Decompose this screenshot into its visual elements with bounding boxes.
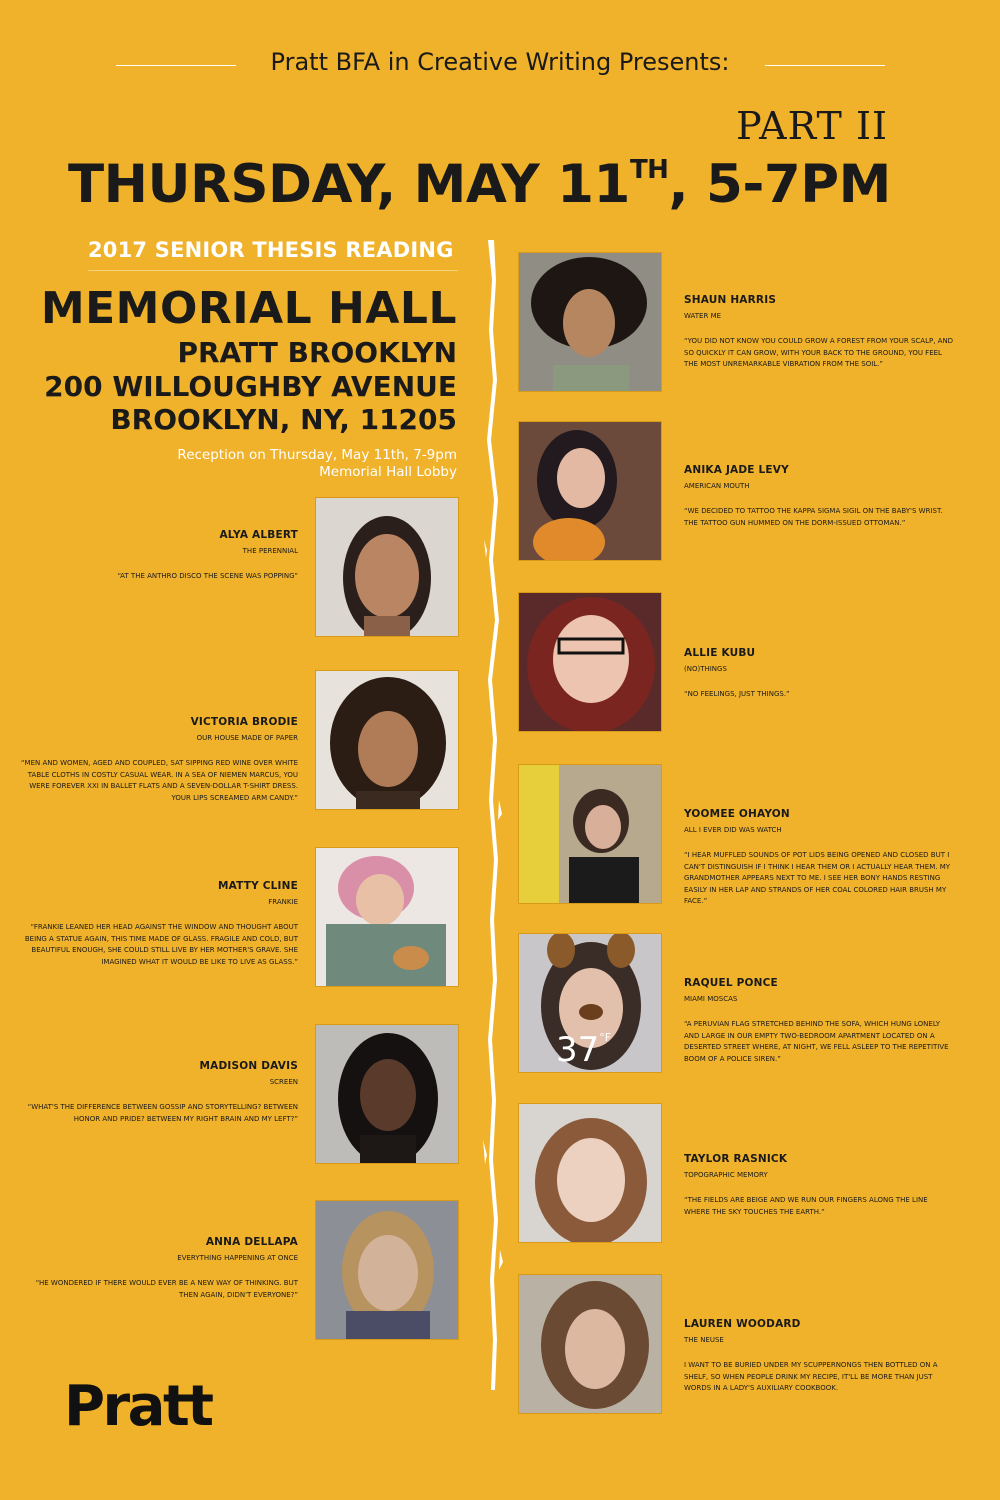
reader-entry-victoria-brodie (18, 716, 298, 804)
portrait-victoria-brodie (315, 670, 459, 810)
reader-name: ALYA ALBERT (219, 529, 298, 541)
reader-title: FRANKIE (268, 898, 298, 906)
reader-name: SHAUN HARRIS (684, 294, 777, 306)
reader-quote: “I HEAR MUFFLED SOUNDS OF POT LIDS BEING OPENED AND CLOSED BUT I CAN'T DISTINGUISH IF I THINK I HEAR THEM OR I ACTUALLY HEAR THEM. MY GRANDMOTHER APPEARS NEXT TO ME. I SEE HER BONY HANDS RESTING EASILY IN HER LAP AND STRANDS OF HER COAL COLORED HAIR BRUSH MY FACE.” (684, 851, 951, 905)
reader-entry-yoomee-ohayon (684, 808, 954, 908)
reader-name: MATTY CLINE (217, 880, 298, 892)
reader-title: OUR HOUSE MADE OF PAPER (196, 734, 298, 742)
reader-quote: “FRANKIE LEANED HER HEAD AGAINST THE WINDOW AND THOUGHT ABOUT BEING A STATUE AGAIN, THIS TIME MADE OF GLASS. FRAGILE AND COLD, BUT BEAUTIFUL ENOUGH, SHE COULD STILL LIVE BY HER MOTHER'S GRAVE. SHE IMAGINED WHAT IT WOULD BE LIKE TO LIVE AS GLASS.” (24, 923, 298, 966)
venue-line-3: BROOKLYN, NY, 11205 (110, 403, 457, 436)
date-time: , 5-7PM (668, 154, 891, 215)
venue-name: MEMORIAL HALL (40, 283, 457, 334)
reader-entry-lauren-woodard (684, 1318, 954, 1395)
portrait-yoomee-ohayon (518, 764, 662, 904)
portrait-matty-cline (315, 847, 459, 987)
reader-title: AMERICAN MOUTH (684, 482, 750, 490)
reader-title: EVERYTHING HAPPENING AT ONCE (177, 1254, 298, 1262)
presents-heading: Pratt BFA in Creative Writing Presents: (270, 48, 730, 76)
reader-name: LAUREN WOODARD (684, 1318, 801, 1330)
venue-line-1: PRATT BROOKLYN (177, 336, 457, 369)
temperature-value: 37 (556, 1030, 600, 1070)
reader-name: TAYLOR RASNICK (684, 1153, 788, 1165)
reader-quote: “WHAT'S THE DIFFERENCE BETWEEN GOSSIP AND STORYTELLING? BETWEEN HONOR AND PRIDE? BETWEEN MY RIGHT BRAIN AND MY LEFT?” (27, 1103, 298, 1123)
reader-quote: “A PERUVIAN FLAG STRETCHED BEHIND THE SOFA, WHICH HUNG LONELY AND LARGE IN OUR EMPTY TWO-BEDROOM APARTMENT LOCATED ON A DESERTED STREET WHERE, AT NIGHT, WE FELL ASLEEP TO THE REPETITIVE BOOM OF A POLICE SIREN.” (684, 1020, 949, 1063)
pratt-logo: Pratt (64, 1374, 212, 1439)
reader-name: RAQUEL PONCE (684, 977, 778, 989)
reader-title: THE NEUSE (684, 1336, 724, 1344)
portrait-madison-davis (315, 1024, 459, 1164)
reader-name: ALLIE KUBU (684, 647, 756, 659)
reader-entry-raquel-ponce (684, 977, 954, 1065)
reader-quote: “THE FIELDS ARE BEIGE AND WE RUN OUR FINGERS ALONG THE LINE WHERE THE SKY TOUCHES THE EARTH.” (684, 1196, 928, 1216)
temperature-unit: °F (599, 1031, 612, 1044)
portrait-shaun-harris (518, 252, 662, 392)
reader-title: (NO)THINGS (684, 665, 727, 673)
reader-entry-anika-jade-levy (684, 464, 954, 529)
reader-entry-matty-cline (18, 880, 298, 968)
reader-title: MIAMI MOSCAS (684, 995, 738, 1003)
reader-title: WATER ME (684, 312, 722, 320)
reader-quote: “YOU DID NOT KNOW YOU COULD GROW A FOREST FROM YOUR SCALP, AND SO QUICKLY IT CAN GROW, WITH YOUR BACK TO THE GROUND, YOU FEEL THE MOST UNREMARKABLE VIBRATION FROM THE SOIL.” (684, 337, 954, 368)
reader-quote: “AT THE ANTHRO DISCO THE SCENE WAS POPPING” (117, 572, 298, 580)
portrait-taylor-rasnick (518, 1103, 662, 1243)
thesis-title: 2017 SENIOR THESIS READING (88, 238, 454, 262)
reader-entry-madison-davis (18, 1060, 298, 1125)
reader-quote: I WANT TO BE BURIED UNDER MY SCUPPERNONGS THEN BOTTLED ON A SHELF, SO WHEN PEOPLE DRINK MY RECIPE, IT'LL BE MORE THAN JUST WORDS IN A LADY'S AUXILIARY COOKBOOK. (684, 1361, 938, 1392)
portrait-anna-dellapa (315, 1200, 459, 1340)
portrait-allie-kubu (518, 592, 662, 732)
reader-quote: “WE DECIDED TO TATTOO THE KAPPA SIGMA SIGIL ON THE BABY'S WRIST. THE TATTOO GUN HUMMED ON THE DORM-ISSUED OTTOMAN.” (684, 507, 943, 527)
date-main: THURSDAY, MAY 11 (68, 154, 630, 215)
torn-divider (478, 240, 506, 1390)
reader-quote: “NO FEELINGS, JUST THINGS.” (684, 690, 790, 698)
reader-entry-shaun-harris (684, 294, 954, 371)
reception-line-1: Reception on Thursday, May 11th, 7-9pm (177, 447, 457, 463)
reader-name: YOOMEE OHAYON (684, 808, 790, 820)
reader-title: SCREEN (269, 1078, 298, 1086)
reader-title: ALL I EVER DID WAS WATCH (684, 826, 782, 834)
reader-title: TOPOGRAPHIC MEMORY (684, 1171, 768, 1179)
reception-line-2: Memorial Hall Lobby (319, 464, 457, 480)
reader-name: ANIKA JADE LEVY (684, 464, 789, 476)
portrait-lauren-woodard (518, 1274, 662, 1414)
reader-entry-taylor-rasnick (684, 1153, 954, 1218)
reader-entry-anna-dellapa (18, 1236, 298, 1301)
reader-quote: “MEN AND WOMEN, AGED AND COUPLED, SAT SIPPING RED WINE OVER WHITE TABLE CLOTHS IN COSTLY CASUAL WEAR. IN A SEA OF NIEMEN MARCUS, YOU WERE FOREVER XXI IN BALLET FLATS AND A SEVEN-DOLLAR T-SHIRT DRESS. YOUR LIPS SCREAMED ARM CANDY.” (20, 759, 298, 802)
snapchat-temperature (556, 1030, 611, 1070)
reader-title: THE PERENNIAL (242, 547, 298, 555)
date-ordinal: TH (629, 155, 669, 185)
venue-line-2: 200 WILLOUGHBY AVENUE (44, 370, 457, 403)
reader-name: ANNA DELLAPA (205, 1236, 298, 1248)
event-date (68, 154, 891, 215)
thesis-underline (88, 270, 458, 271)
portrait-anika-jade-levy (518, 421, 662, 561)
reader-name: VICTORIA BRODIE (190, 716, 298, 728)
part-label: PART II (736, 104, 888, 148)
reader-entry-alya-albert (18, 529, 298, 583)
reader-quote: “HE WONDERED IF THERE WOULD EVER BE A NEW WAY OF THINKING. BUT THEN AGAIN, DIDN'T EVERYONE?” (35, 1279, 298, 1299)
portrait-alya-albert (315, 497, 459, 637)
reader-entry-allie-kubu (684, 647, 954, 701)
reader-name: MADISON DAVIS (199, 1060, 298, 1072)
